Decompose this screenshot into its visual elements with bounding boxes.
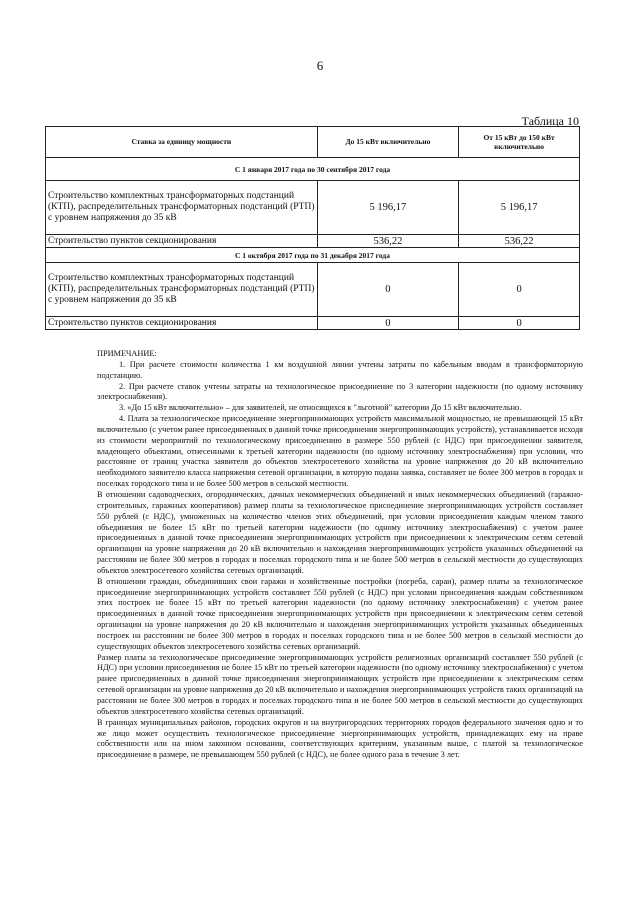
table-row: [46, 263, 580, 317]
row-value-up-to-15: 0: [317, 317, 458, 330]
note-paragraph: Размер платы за технологическое присоединение энергопринимающих устройств религиозных организаций составляет 550 рублей (с НДС) при условии присоединения не более 15 кВт по третьей категории надежности (по одному источнику электроснабжения) с учетом ранее присоединенных в данной точке присоединения энергопринимающих устройств при присоединении к электрическим сетям сетевой организации на уровне напряжения до 20 кВ включительно и нахождения энергопринимающих устройств таких организаций на расстоянии не более 300 метров в городах и поселках городского типа и не более 500 метров в сельской местности до существующих объектов электросетевого хозяйства сетевых организаций.: [97, 652, 583, 716]
note-paragraph: 2. При расчете ставок учтены затраты на технологическое присоединение по 3 категории надежности (по одному источнику электроснабжения).: [97, 381, 583, 402]
row-value-up-to-15: 536,22: [317, 235, 458, 248]
row-value-15-to-150: 536,22: [459, 235, 580, 248]
note-paragraph: 4. Плата за технологическое присоединение энергопринимающих устройств максимальной мощностью, не превышающей 15 кВт включительно (с учетом ранее присоединенных в данной точке присоединения энергопринимающих устройств), устанавливается исходя из стоимости мероприятий по технологическому присоединению в размере 550 рублей (с НДС) при присоединении заявителя, владеющего объектами, отнесенными к третьей категории надежности (по одному источнику электроснабжения) при условии, что расстояние от границ участка заявителя до объектов электросетевого хозяйства на уровне напряжения до 20 кВ включительно необходимого заявителю класса напряжения сетевой организации, в которую подана заявка, составляет не более 300 метров в городах и поселках городского типа и не более 500 метров в сельской местности.: [97, 414, 583, 489]
table-header-row: [46, 127, 580, 158]
page-number: 6: [316, 58, 324, 73]
row-value-up-to-15: 0: [317, 263, 458, 317]
notes-section: [97, 349, 583, 761]
row-name: Строительство пунктов секционирования: [46, 235, 318, 248]
table-row: [46, 317, 580, 330]
row-value-15-to-150: 0: [459, 263, 580, 317]
note-paragraph: В границах муниципальных районов, городских округов и на внутригородских территориях городов федерального значения одно и то же лицо может осуществить технологическое присоединение энергопринимающих устройств, принадлежащих ему на праве собственности или на ином законном основании, соответствующих критериям, указанным выше, с платой за технологическое присоединение в размере, не превышающем 550 рублей (с НДС), не более одного раза в течение 3 лет.: [97, 717, 583, 760]
row-name: Строительство пунктов секционирования: [46, 317, 318, 330]
table-row: [46, 181, 580, 235]
period-row: [46, 158, 580, 181]
period-label: С 1 октября 2017 года по 31 декабря 2017 года: [46, 248, 580, 263]
table-row: [46, 235, 580, 248]
row-name: Строительство комплектных трансформаторных подстанций (КТП), распределительных трансформаторных подстанций (РТП) с уровнем напряжения до 35 кВ: [46, 181, 318, 235]
header-15-to-150: От 15 кВт до 150 кВт включительно: [459, 127, 580, 158]
note-paragraph: 1. При расчете стоимости количества 1 км воздушной линии учтены затраты по кабельным вводам в трансформаторную подстанцию.: [97, 359, 583, 380]
notes-heading: ПРИМЕЧАНИЕ:: [97, 349, 157, 358]
header-up-to-15: До 15 кВт включительно: [317, 127, 458, 158]
note-paragraph: В отношении граждан, объединивших свои гаражи и хозяйственные постройки (погреба, сараи), размер платы за технологическое присоединение энергопринимающих устройств составляет 550 рублей (с НДС) при условии присоединения каждым собственником этих построек не более 15 кВт по третьей категории надежности (по одному источнику электроснабжения) с учетом ранее присоединенных в данной точке присоединения энергопринимающих устройств при присоединении к электрическим сетям сетевой организации на уровне напряжения до 20 кВ включительно и нахождения энергопринимающих устройств указанных объединенных построек на расстоянии не более 300 метров в городах и поселках городского типа и не более 500 метров в сельской местности до существующих объектов электросетевого хозяйства сетевых организаций.: [97, 576, 583, 651]
row-value-15-to-150: 0: [459, 317, 580, 330]
row-value-up-to-15: 5 196,17: [317, 181, 458, 235]
table-caption: Таблица 10: [521, 114, 579, 128]
period-row: [46, 248, 580, 263]
rates-table: [45, 126, 580, 330]
note-paragraph: В отношении садоводческих, огороднических, дачных некоммерческих объединений и иных некоммерческих объединений (гаражно-строительных, гаражных кооперативов) размер платы за технологическое присоединение энергопринимающих устройств составляет 550 рублей (с НДС), умноженных на количество членов этих объединений, при условии присоединения каждым членом такого объединения не более 15 кВт по третьей категории надежности (по одному источнику электроснабжения) с учетом ранее присоединенных в данной точке присоединения энергопринимающих устройств при присоединении к электрическим сетям сетевой организации на уровне напряжения до 20 кВ включительно и нахождения энергопринимающих устройств указанных объединений на расстоянии не более 300 метров в городах и поселках городского типа и не более 500 метров в сельской местности до существующих объектов электросетевого хозяйства сетевых организаций.: [97, 489, 583, 575]
note-paragraph: 3. «До 15 кВт включительно» – для заявителей, не относящихся к "льготной" категории До 15 кВт включительно.: [119, 403, 522, 413]
period-label: С 1 января 2017 года по 30 сентября 2017 года: [46, 158, 580, 181]
header-rate: Ставка за единицу мощности: [46, 127, 318, 158]
row-value-15-to-150: 5 196,17: [459, 181, 580, 235]
row-name: Строительство комплектных трансформаторных подстанций (КТП), распределительных трансформаторных подстанций (РТП) с уровнем напряжения до 35 кВ: [46, 263, 318, 317]
